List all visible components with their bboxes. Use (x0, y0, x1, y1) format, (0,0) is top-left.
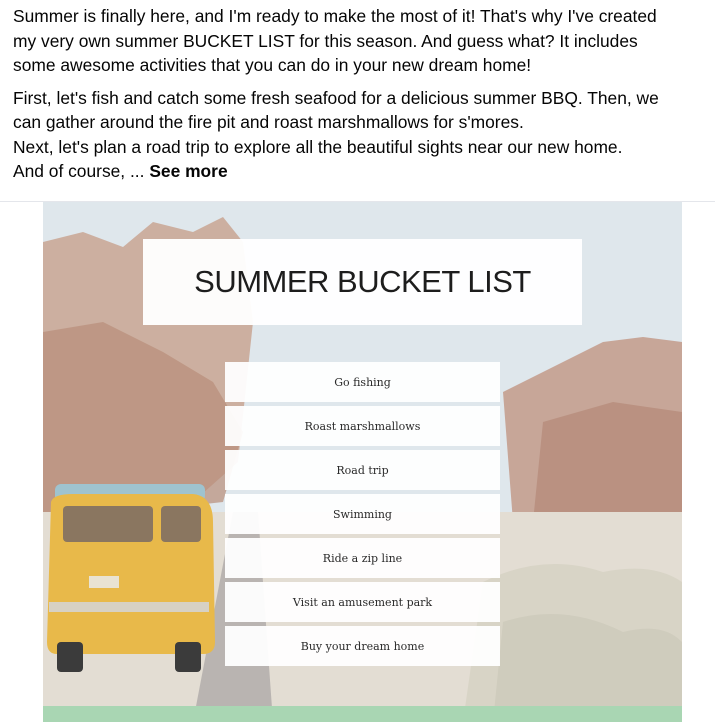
list-item: Ride a zip line (225, 538, 500, 578)
truncated-text: And of course, ... (13, 161, 150, 181)
post-image[interactable] (43, 202, 682, 722)
list-item: Go fishing (225, 362, 500, 402)
poster-footer-bar (43, 706, 682, 722)
van-wheel (57, 642, 83, 672)
van-bumper (49, 602, 209, 612)
bucket-list (225, 362, 500, 670)
text-line (13, 159, 703, 184)
post-paragraph-2 (13, 86, 703, 184)
right-rock-shadow (533, 402, 682, 522)
post-paragraph-1 (13, 4, 703, 78)
see-more-link[interactable]: See more (149, 161, 228, 181)
post-text (13, 4, 703, 192)
list-item: Buy your dream home (225, 626, 500, 666)
van-window (63, 506, 153, 542)
text-line: Summer is finally here, and I'm ready to make the most of it! That's why I've created (13, 6, 657, 26)
poster-title-card (143, 239, 582, 325)
van-wheel (175, 642, 201, 672)
text-line: can gather around the fire pit and roast marshmallows for s'mores. (13, 112, 524, 132)
text-line: Next, let's plan a road trip to explore all the beautiful sights near our new home. (13, 136, 623, 157)
text-line: First, let's fish and catch some fresh seafood for a delicious summer BBQ. Then, we (13, 87, 659, 108)
list-item: Swimming (225, 494, 500, 534)
list-item: Roast marshmallows (225, 406, 500, 446)
list-item: Road trip (225, 450, 500, 490)
poster-title: SUMMER BUCKET LIST (194, 264, 531, 299)
list-item: Visit an amusement park (225, 582, 500, 622)
van-side-window (161, 506, 201, 542)
text-line: some awesome activities that you can do in your new dream home! (13, 55, 532, 75)
text-line: my very own summer BUCKET LIST for this season. And guess what? It includes (13, 30, 638, 51)
van-license-plate (89, 576, 119, 588)
